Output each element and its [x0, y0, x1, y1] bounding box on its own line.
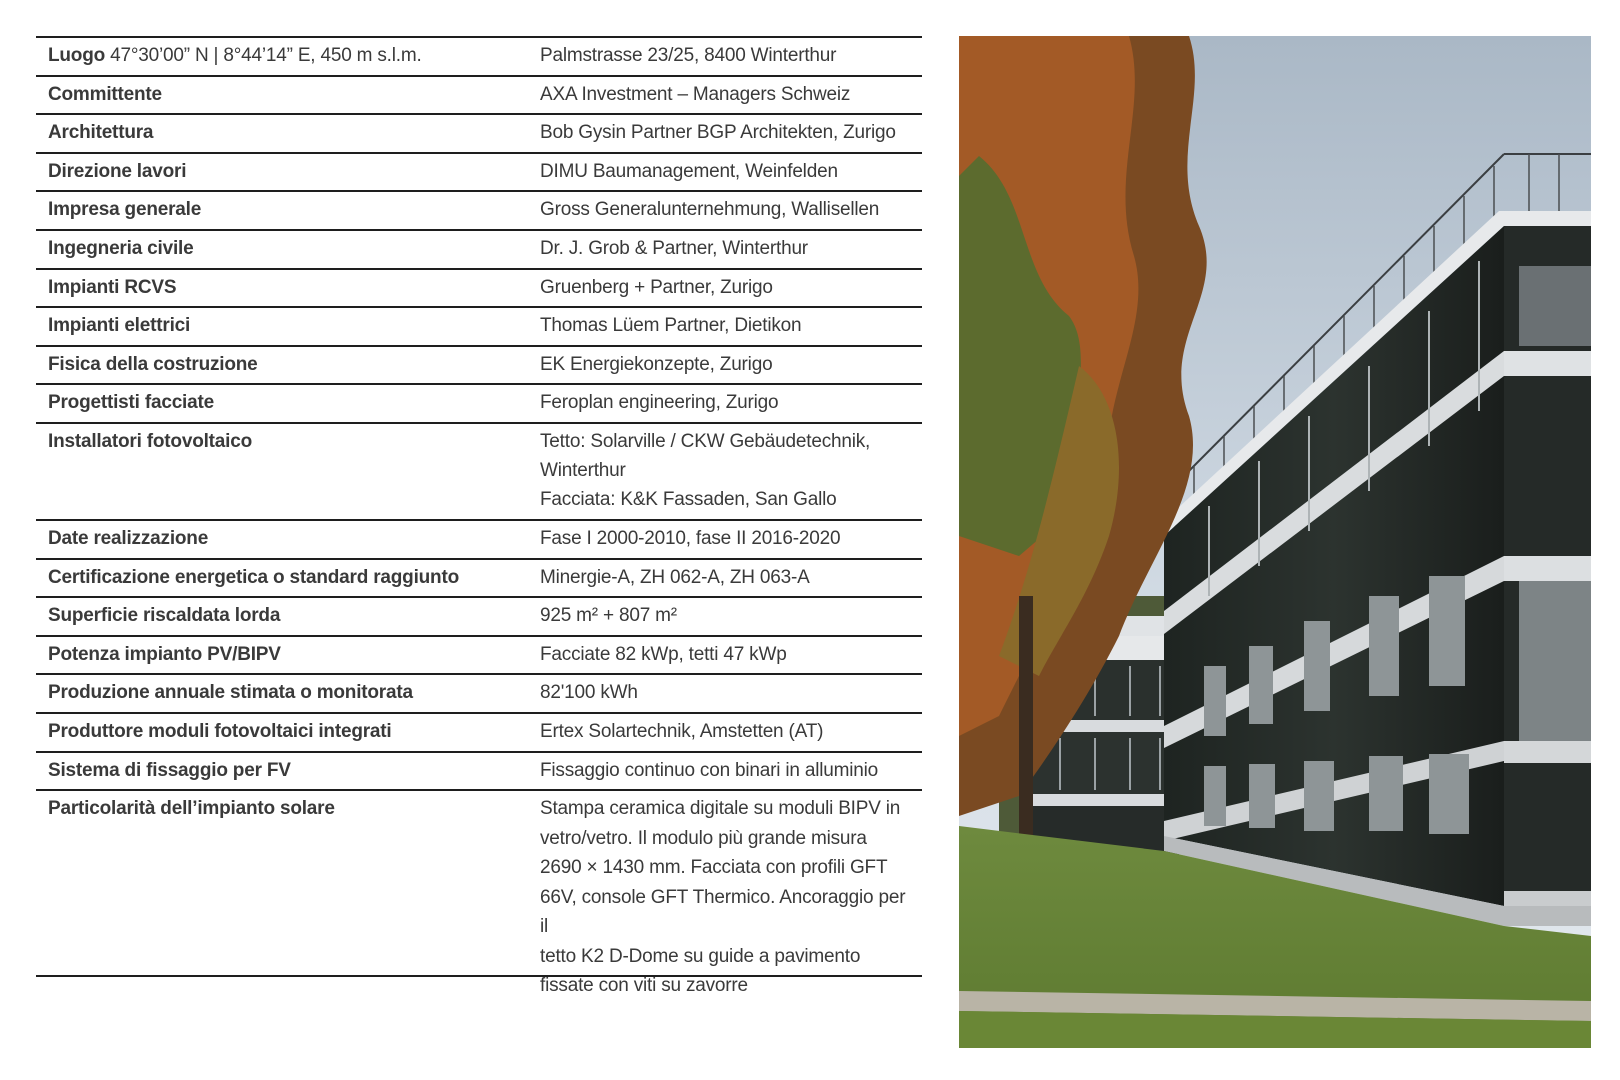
row-label: [36, 77, 540, 106]
row-label-text: Superficie riscaldata lorda: [48, 605, 281, 627]
value-line: 2690 × 1430 mm. Facciata con profili GFT: [540, 857, 888, 879]
row-value: [540, 188, 922, 224]
row-label: [36, 308, 540, 337]
row-value: [540, 381, 922, 417]
row-label-text: Impresa generale: [48, 199, 202, 221]
table-row: [36, 385, 922, 424]
row-label-text: Impianti elettrici: [48, 315, 191, 337]
row-label: [36, 38, 540, 67]
row-value: [540, 34, 922, 70]
row-label-text: Certificazione energetica o standard raggiunto: [48, 566, 459, 588]
row-value: [540, 749, 922, 785]
value-line: 66V, console GFT Thermico. Ancoraggio per il: [540, 886, 906, 938]
row-label-text: Luogo: [48, 45, 106, 66]
value-line: Fissaggio continuo con binari in alluminio: [540, 759, 879, 781]
row-value: [540, 671, 922, 707]
row-label: [36, 675, 540, 704]
table-row: [36, 347, 922, 386]
row-label: [36, 231, 540, 260]
row-label-text: Date realizzazione: [48, 527, 209, 549]
value-line: Ertex Solartechnik, Amstetten (AT): [540, 720, 824, 742]
value-line: Stampa ceramica digitale su moduli BIPV in: [540, 798, 901, 820]
table-row: [36, 38, 922, 77]
value-line: Gruenberg + Partner, Zurigo: [540, 276, 773, 298]
row-value: [540, 787, 922, 1001]
value-line: Facciate 82 kWp, tetti 47 kWp: [540, 643, 787, 665]
row-value: [540, 73, 922, 109]
row-value: [540, 304, 922, 340]
row-label-text: Committente: [48, 83, 162, 105]
row-label: [36, 791, 540, 820]
row-label: [36, 598, 540, 627]
row-label: [36, 115, 540, 144]
row-label: [36, 154, 540, 183]
row-label-text: Progettisti facciate: [48, 392, 214, 414]
table-row: [36, 424, 922, 521]
value-line: 925 m² + 807 m²: [540, 605, 677, 627]
row-label-text: Architettura: [48, 122, 154, 144]
row-label-text: Installatori fotovoltaico: [48, 430, 253, 452]
row-label-text: Impianti RCVS: [48, 276, 177, 298]
row-label: [36, 385, 540, 414]
value-line: AXA Investment – Managers Schweiz: [540, 83, 851, 105]
row-label: [36, 347, 540, 376]
value-line: DIMU Baumanagement, Weinfelden: [540, 160, 838, 182]
coordinates: 47°30’00” N | 8°44’14” E, 450 m s.l.m.: [110, 45, 422, 66]
table-row: [36, 115, 922, 154]
row-value: [540, 594, 922, 630]
value-line: fissate con viti su zavorre: [540, 975, 748, 997]
row-label: [36, 270, 540, 299]
row-label: [36, 192, 540, 221]
row-label-text: Produttore moduli fotovoltaici integrati: [48, 720, 392, 742]
table-row: [36, 308, 922, 347]
value-line: Minergie-A, ZH 062-A, ZH 063-A: [540, 566, 810, 588]
row-value: [540, 710, 922, 746]
row-label-text: Particolarità dell’impianto solare: [48, 798, 335, 820]
value-line: Fase I 2000-2010, fase II 2016-2020: [540, 527, 841, 549]
table-row: [36, 560, 922, 599]
row-label-text: Sistema di fissaggio per FV: [48, 759, 291, 781]
row-value: [540, 343, 922, 379]
table-row: [36, 270, 922, 309]
value-line: Winterthur: [540, 459, 626, 481]
row-label-text: Fisica della costruzione: [48, 353, 258, 375]
row-value: [540, 266, 922, 302]
table-row: [36, 714, 922, 753]
value-line: Tetto: Solarville / CKW Gebäudetechnik,: [540, 430, 871, 452]
value-line: Thomas Lüem Partner, Dietikon: [540, 315, 802, 337]
row-value: [540, 420, 922, 514]
row-label-text: Ingegneria civile: [48, 237, 194, 259]
value-line: Palmstrasse 23/25, 8400 Winterthur: [540, 45, 837, 66]
row-label: [36, 714, 540, 743]
table-row: [36, 675, 922, 714]
value-line: vetro/vetro. Il modulo più grande misura: [540, 827, 867, 849]
table-row: [36, 598, 922, 637]
row-label: [36, 637, 540, 666]
row-label-text: Direzione lavori: [48, 160, 187, 182]
building-photo: [959, 36, 1591, 1048]
table-row: [36, 753, 922, 792]
row-value: [540, 556, 922, 592]
table-row: [36, 791, 922, 997]
row-label: [36, 753, 540, 782]
row-label-text: Potenza impianto PV/BIPV: [48, 643, 281, 665]
table-row: [36, 231, 922, 270]
row-label-text: Produzione annuale stimata o monitorata: [48, 682, 413, 704]
project-data-table: [36, 36, 922, 997]
value-line: Gross Generalunternehmung, Wallisellen: [540, 199, 880, 221]
table-row: [36, 521, 922, 560]
row-label: [36, 424, 540, 453]
row-label: [36, 560, 540, 589]
table-row: [36, 77, 922, 116]
row-value: [540, 111, 922, 147]
value-line: Feroplan engineering, Zurigo: [540, 392, 779, 414]
row-value: [540, 633, 922, 669]
row-value: [540, 517, 922, 553]
value-line: Facciata: K&K Fassaden, San Gallo: [540, 488, 837, 510]
value-line: Dr. J. Grob & Partner, Winterthur: [540, 237, 808, 259]
row-value: [540, 150, 922, 186]
value-line: Bob Gysin Partner BGP Architekten, Zurigo: [540, 122, 896, 144]
table-row: [36, 192, 922, 231]
table-row: [36, 637, 922, 676]
row-value: [540, 227, 922, 263]
value-line: 82'100 kWh: [540, 682, 638, 704]
value-line: tetto K2 D-Dome su guide a pavimento: [540, 945, 861, 967]
value-line: EK Energiekonzepte, Zurigo: [540, 353, 773, 375]
table-row: [36, 154, 922, 193]
row-label: [36, 521, 540, 550]
